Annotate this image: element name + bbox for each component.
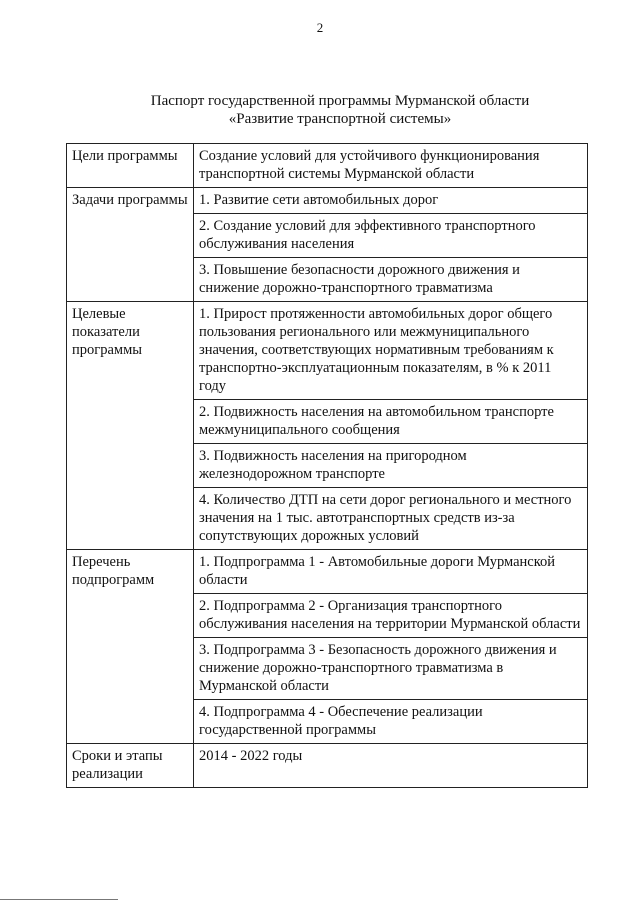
section-item: 1. Прирост протяженности автомобильных дорог общего пользования регионального или межмуниципального значения, соответствующих нормативным требованиям к транспортно-эксплуатационным показателям, в % к 2011 году xyxy=(194,302,588,400)
table-row xyxy=(67,550,588,594)
table-row xyxy=(67,744,588,788)
section-item: 3. Подпрограмма 3 - Безопасность дорожного движения и снижение дорожно-транспортного травматизма в Мурманской области xyxy=(194,638,588,700)
title-line-2: «Развитие транспортной системы» xyxy=(228,111,452,127)
section-item: 3. Повышение безопасности дорожного движения и снижение дорожно-транспортного травматизма xyxy=(194,258,588,302)
section-item: 3. Подвижность населения на пригородном железнодорожном транспорте xyxy=(194,444,588,488)
table-row xyxy=(67,302,588,400)
section-item: 4. Подпрограмма 4 - Обеспечение реализации государственной программы xyxy=(194,700,588,744)
section-label: Задачи программы xyxy=(67,188,194,302)
section-label: Цели программы xyxy=(67,144,194,188)
section-label: Сроки и этапы реализации xyxy=(67,744,194,788)
section-label: Перечень подпрограмм xyxy=(67,550,194,744)
page-number: 2 xyxy=(316,20,324,35)
section-label: Целевые показатели программы xyxy=(67,302,194,550)
section-item: 4. Количество ДТП на сети дорог регионального и местного значения на 1 тыс. автотранспортных средств из-за сопутствующих дорожных условий xyxy=(194,488,588,550)
table-row xyxy=(67,144,588,188)
section-item: Создание условий для устойчивого функционирования транспортной системы Мурманской области xyxy=(194,144,588,188)
section-item: 1. Развитие сети автомобильных дорог xyxy=(194,188,588,214)
title-line-1: Паспорт государственной программы Мурманской области xyxy=(150,93,530,109)
table-row xyxy=(67,188,588,214)
document-title xyxy=(60,92,620,128)
footnote-rule xyxy=(0,899,118,900)
section-item: 1. Подпрограмма 1 - Автомобильные дороги Мурманской области xyxy=(194,550,588,594)
program-passport-table xyxy=(66,143,588,788)
section-item: 2. Подпрограмма 2 - Организация транспортного обслуживания населения на территории Мурманской области xyxy=(194,594,588,638)
section-item: 2014 - 2022 годы xyxy=(194,744,588,788)
section-item: 2. Создание условий для эффективного транспортного обслуживания населения xyxy=(194,214,588,258)
section-item: 2. Подвижность населения на автомобильном транспорте межмуниципального сообщения xyxy=(194,400,588,444)
